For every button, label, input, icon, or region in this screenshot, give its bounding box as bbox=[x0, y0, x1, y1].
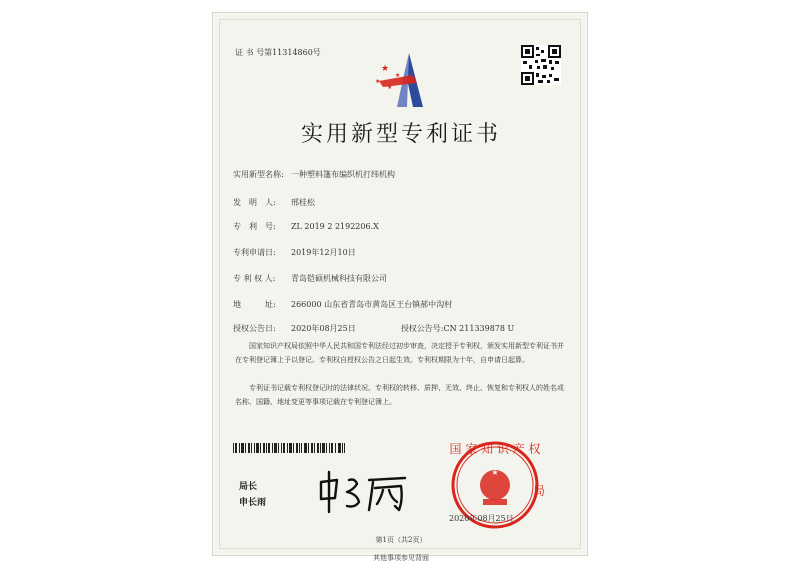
field-label: 授权公告日: bbox=[233, 324, 276, 333]
svg-text:★: ★ bbox=[375, 78, 381, 85]
field-address bbox=[233, 299, 452, 310]
field-value: 2019年12月10日 bbox=[291, 248, 356, 257]
svg-text:★: ★ bbox=[491, 468, 499, 477]
signature-icon bbox=[313, 468, 413, 516]
certificate-number: 证 书 号第11314860号 bbox=[235, 48, 321, 57]
svg-text:★: ★ bbox=[395, 72, 401, 79]
field-label: 专 利 号: bbox=[233, 222, 276, 231]
director-name: 申长雨 bbox=[239, 498, 267, 508]
field-value: 邢桂松 bbox=[291, 198, 315, 207]
field-label: 专利申请日: bbox=[233, 248, 276, 257]
svg-text:★: ★ bbox=[381, 64, 390, 74]
field-patent-number bbox=[233, 221, 379, 232]
svg-text:局: 局 bbox=[532, 484, 546, 498]
field-label: 实用新型名称: bbox=[233, 170, 284, 179]
field-value: ZL 2019 2 2192206.X bbox=[291, 222, 379, 231]
field-label: 发 明 人: bbox=[233, 198, 276, 207]
field-inventor bbox=[233, 197, 315, 208]
footer-note: 其他事项参见背面 bbox=[373, 554, 429, 562]
seal-char: 国 家 知 识 产 权 bbox=[449, 442, 541, 456]
field-utility-model-name bbox=[233, 169, 395, 180]
paragraph-grant-statement: 国家知识产权局依照中华人民共和国专利法经过初步审查，决定授予专利权，颁发实用新型专利证书并在专利登记簿上予以登记。专利权自授权公告之日起生效。专利权期限为十年，自申请日起算。 bbox=[235, 342, 564, 364]
director-title: 局长 bbox=[239, 482, 258, 492]
cnipa-logo-icon bbox=[373, 49, 439, 111]
field-label: 授权公告号: bbox=[400, 324, 444, 333]
paragraph-legal-status: 专利证书记载专利权登记时的法律状况。专利权的转移、质押、无效、终止、恢复和专利权人的姓名或名称、国籍、地址变更等事项记载在专利登记簿上。 bbox=[235, 384, 564, 406]
patent-certificate bbox=[212, 12, 588, 562]
field-value: 266000 山东省青岛市黄岛区王台镇郝中沟村 bbox=[291, 300, 453, 309]
seal-date: 2020年08月25日 bbox=[449, 514, 514, 523]
field-grant-date bbox=[233, 323, 514, 334]
barcode bbox=[233, 443, 345, 453]
field-patentee bbox=[233, 273, 387, 284]
field-label: 地 址: bbox=[233, 300, 276, 309]
certificate-title: 实用新型专利证书 bbox=[300, 122, 501, 147]
field-application-date bbox=[233, 247, 356, 258]
qr-code bbox=[521, 45, 561, 85]
field-value: 青岛铠硕机械科技有限公司 bbox=[291, 274, 387, 283]
field-label: 专 利 权 人: bbox=[233, 274, 276, 283]
page-number: 第1页（共2页） bbox=[375, 536, 427, 544]
field-value: CN 211339878 U bbox=[443, 324, 515, 333]
field-value: 2020年08月25日 bbox=[291, 324, 356, 333]
svg-text:★: ★ bbox=[387, 84, 393, 91]
field-value: 一种塑料篷布编织机打纬机构 bbox=[291, 170, 395, 179]
